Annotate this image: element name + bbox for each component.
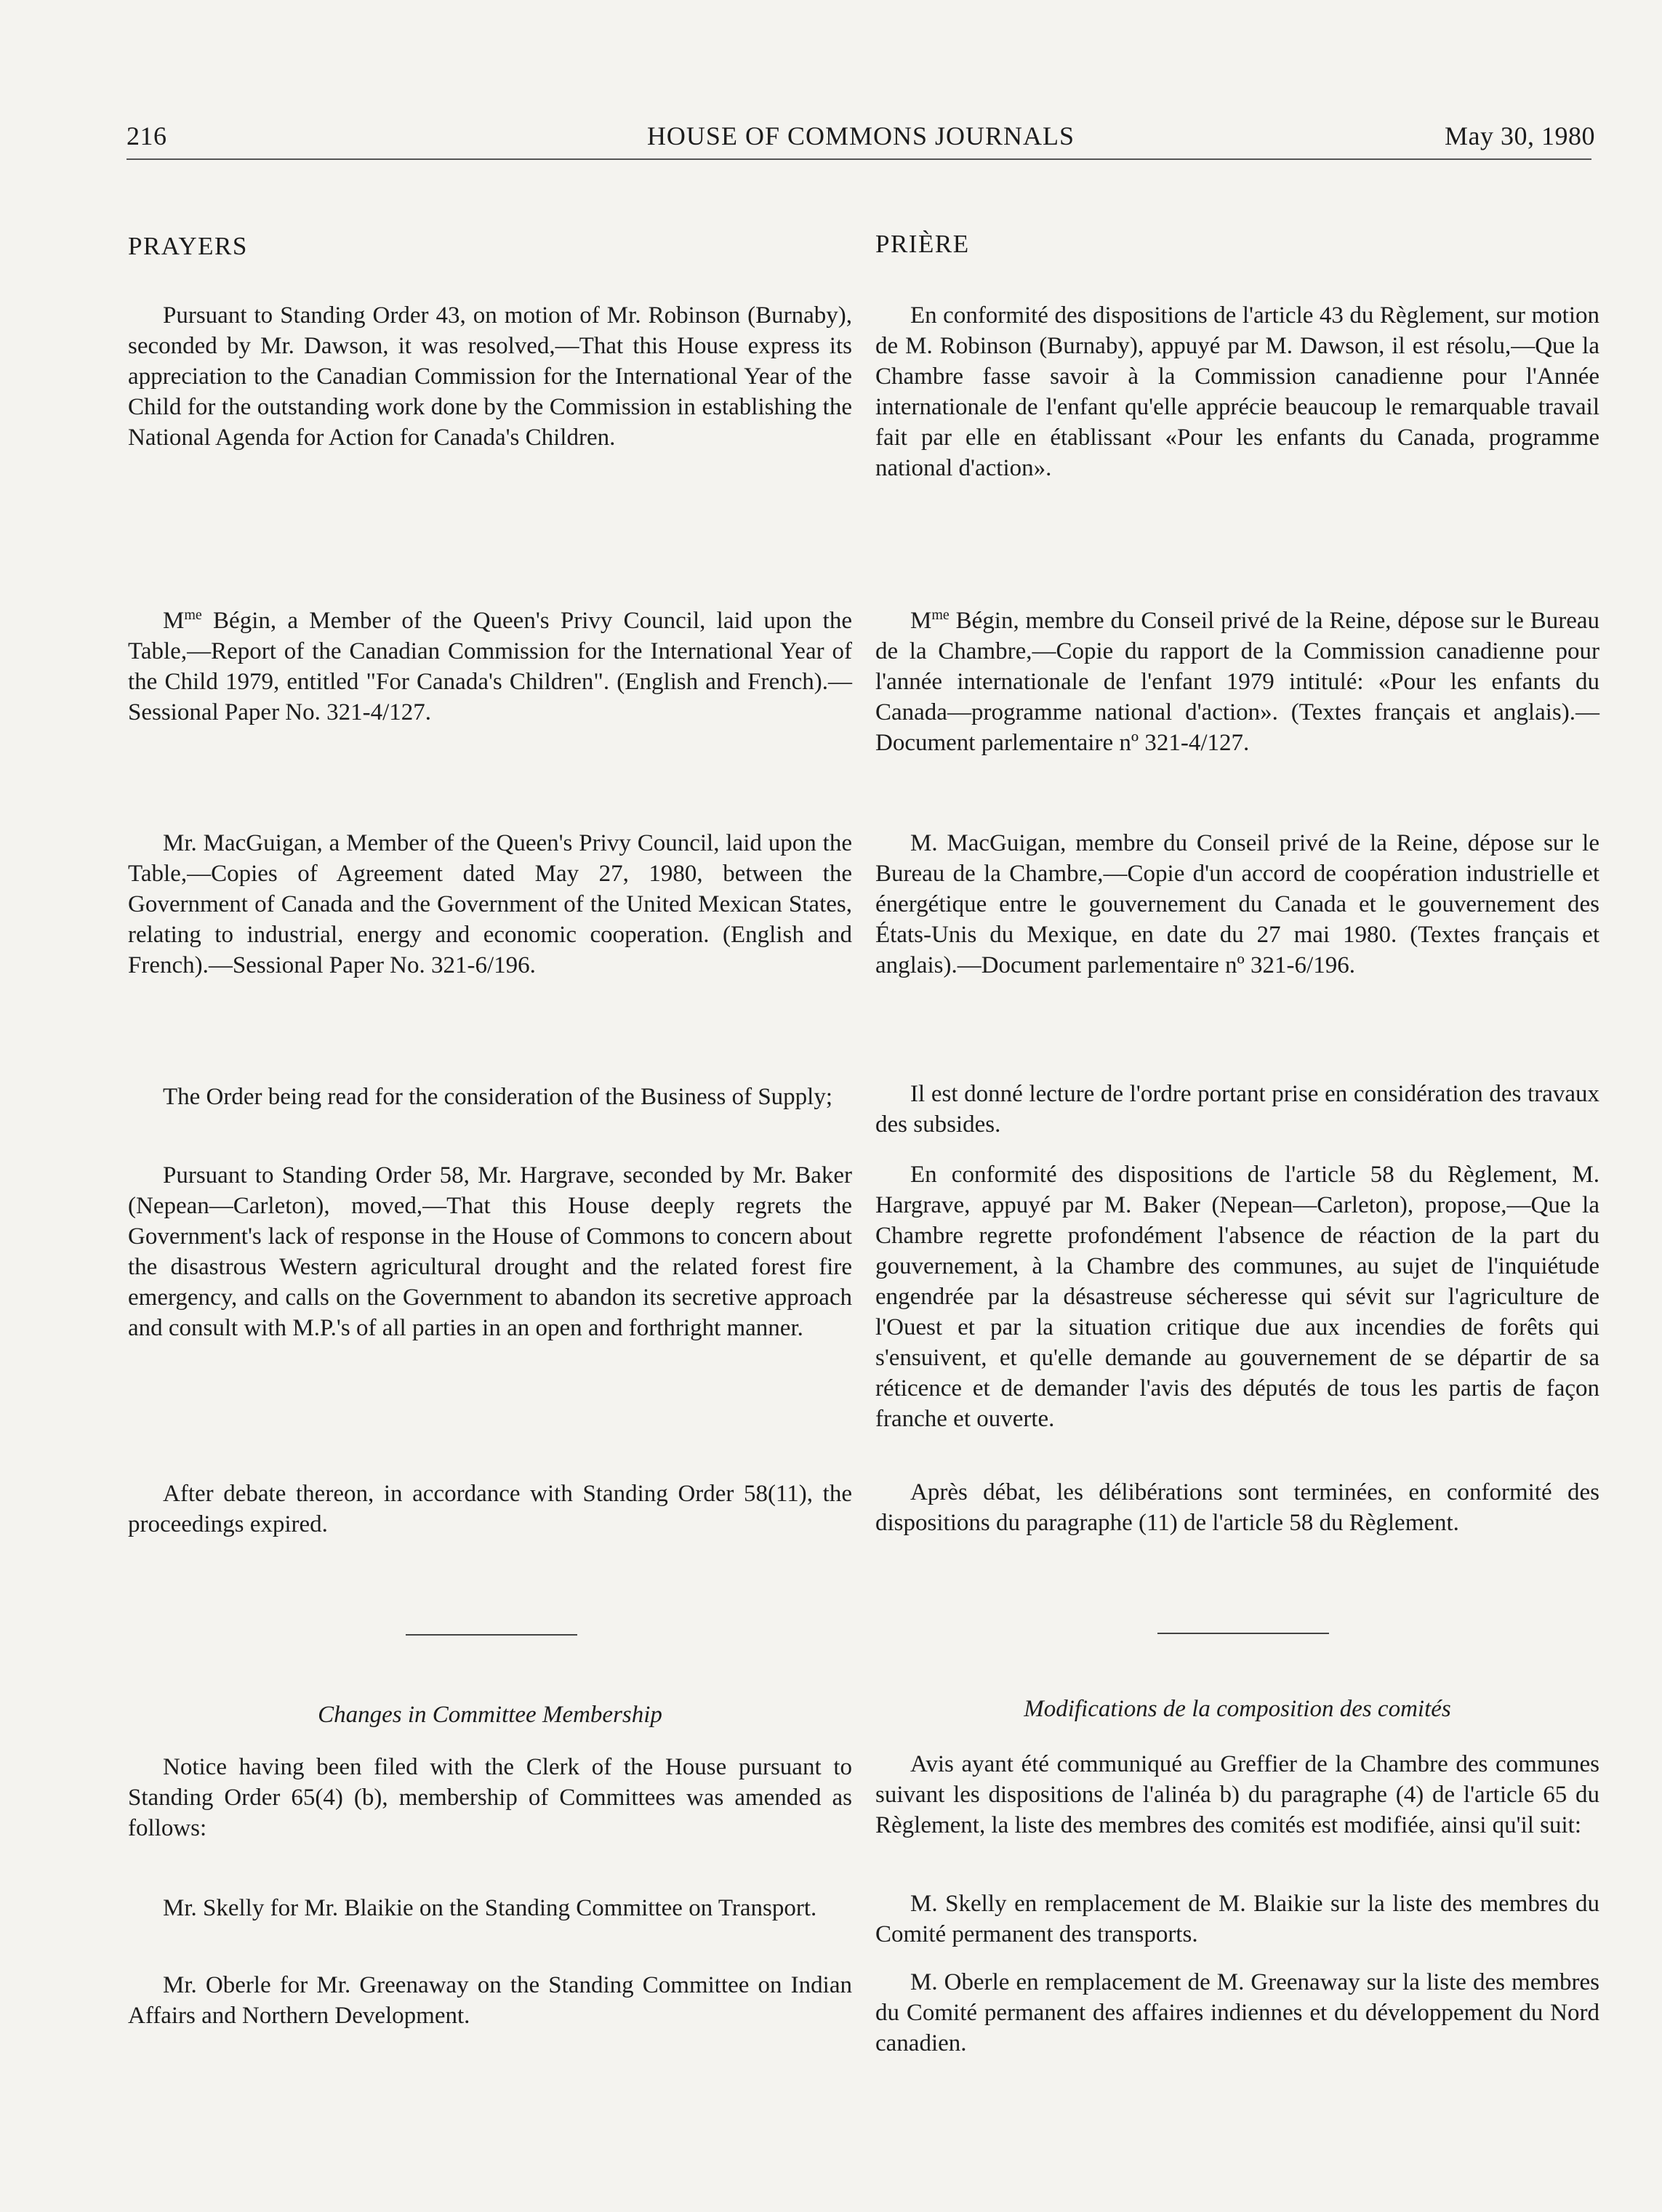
paragraph-text: En conformité des dispositions de l'article 58 du Règlement, M. Hargrave, appuyé par M. Baker (Nepean—Carleton), propose,—Que la Chambre regrette profondément l'absence de réaction de la part du gouvernement, à la Chambre des communes, au sujet de l'inquiétude engendrée par la désastreuse sécheresse qui sévit sur l'agriculture de l'Ouest et par la situation critique due aux incendies de forêts qui s'ensuivent, et qu'elle demande au gouvernement de se départir de sa réticence et de demander l'avis des députés de tous les partis de façon franche et ouverte.: [875, 1162, 1599, 1432]
page-date: May 30, 1980: [1445, 121, 1595, 150]
paragraph-text: Mr. Skelly for Mr. Blaikie on the Standing Committee on Transport.: [163, 1895, 817, 1921]
priere-heading: PRIÈRE: [875, 230, 970, 258]
header-rule: [127, 158, 1591, 160]
debat-paragraph: [875, 1477, 1599, 1538]
committee-heading: Changes in Committee Membership: [318, 1702, 662, 1728]
paragraph-text: Pursuant to Standing Order 58, Mr. Hargrave, seconded by Mr. Baker (Nepean—Carleton), moved,—That this House deeply regrets the Government's lack of response in the House of Commons to concern about the disastrous Western agricultural drought and the related forest fire emergency, and calls on the Government to abandon its secretive approach and consult with M.P.'s of all parties in an open and forthright manner.: [128, 1162, 852, 1341]
paragraph-text: Mr. MacGuigan, a Member of the Queen's Privy Council, laid upon the Table,—Copies of Agreement dated May 27, 1980, between the Government of Canada and the Government of the United Mexican States, relating to industrial, energy and economic cooperation. (English and French).—Sessional Paper No. 321-6/196.: [128, 830, 852, 978]
priere-paragraph: [875, 300, 1599, 483]
section-separator: [1157, 1633, 1329, 1634]
paragraph-text: M. Skelly en remplacement de M. Blaikie sur la liste des membres du Comité permanent des transports.: [875, 1891, 1599, 1947]
paragraph-text: Pursuant to Standing Order 43, on motion of Mr. Robinson (Burnaby), seconded by Mr. Dawson, it was resolved,—That this House express its appreciation to the Canadian Commission for the International Year of the Child for the outstanding work done by the Commission in establishing the National Agenda for Action for Canada's Children.: [128, 302, 852, 451]
paragraph-text: M. Oberle en remplacement de M. Greenaway sur la liste des membres du Comité permanent des affaires indiennes et du développement du Nord canadien.: [875, 1969, 1599, 2056]
paragraph-text: En conformité des dispositions de l'article 43 du Règlement, sur motion de M. Robinson (Burnaby), appuyé par M. Dawson, il est résolu,—Que la Chambre fasse savoir à la Commission canadienne pour l'Année internationale de l'enfant qu'elle apprécie beaucoup le remarquable travail fait par elle en établissant «Pour les enfants du Canada, programme national d'action».: [875, 302, 1599, 481]
section-separator: [406, 1634, 577, 1636]
begin-tabling-paragraph: [128, 600, 852, 728]
prayers-paragraph: [128, 300, 852, 453]
oberle-fr-paragraph: [875, 1967, 1599, 2059]
macguigan-depot-paragraph: [875, 828, 1599, 981]
honorific: $M^{me}$: [910, 607, 950, 634]
skelly-fr-paragraph: [875, 1889, 1599, 1950]
paragraph-text: Avis ayant été communiqué au Greffier de la Chambre des communes suivant les dispositions de l'alinéa b) du paragraphe (4) de l'article 65 du Règlement, la liste des membres des comités est modifiée, ainsi qu'il suit:: [875, 1751, 1599, 1838]
paragraph-body: Bégin, a Member of the Queen's Privy Council, laid upon the Table,—Report of the Canadian Commission for the International Year of the Child 1979, entitled "For Canada's Children". (English and French).—Sessional Paper No. 321-4/127.: [128, 608, 852, 725]
paragraph-text: Après débat, les délibérations sont terminées, en conformité des dispositions du paragraphe (11) de l'article 58 du Règlement.: [875, 1479, 1599, 1536]
page-header: [127, 121, 1595, 164]
oberle-paragraph: [128, 1970, 852, 2031]
paragraph-body: Bégin, membre du Conseil privé de la Reine, dépose sur le Bureau de la Chambre,—Copie du rapport de la Commission canadienne pour l'année internationale de l'enfant 1979 intitulé: «Pour les enfants du Canada—programme national d'action». (Textes français et anglais).—Document parlementaire nº 321-4/127.: [875, 608, 1599, 756]
paragraph-text: Notice having been filed with the Clerk of the House pursuant to Standing Order 65(4) (b), membership of Committees was amended as follows:: [128, 1754, 852, 1841]
paragraph-text: M. MacGuigan, membre du Conseil privé de la Reine, dépose sur le Bureau de la Chambre,—Copie d'un accord de coopération industrielle et énergétique entre le gouvernement du Canada et le gouvernement des États-Unis du Mexique, en date du 27 mai 1980. (Textes français et anglais).—Document parlementaire nº 321-6/196.: [875, 830, 1599, 978]
hargrave-motion-paragraph: [128, 1160, 852, 1343]
skelly-paragraph: [128, 1893, 852, 1923]
paragraph-text: After debate thereon, in accordance with Standing Order 58(11), the proceedings expired.: [128, 1481, 852, 1537]
hargrave-motion-fr-paragraph: [875, 1159, 1599, 1434]
honorific: $M^{me}$: [163, 607, 202, 634]
begin-depot-paragraph: [875, 600, 1599, 758]
lecture-ordre-paragraph: [875, 1079, 1599, 1140]
macguigan-tabling-paragraph: [128, 828, 852, 981]
avis-paragraph: [875, 1749, 1599, 1841]
paragraph-text: Mr. Oberle for Mr. Greenaway on the Standing Committee on Indian Affairs and Northern Development.: [128, 1972, 852, 2029]
comites-heading: Modifications de la composition des comités: [1024, 1696, 1451, 1722]
paragraph-text: [128, 600, 852, 728]
debate-paragraph: [128, 1479, 852, 1540]
journal-title: HOUSE OF COMMONS JOURNALS: [646, 121, 1075, 150]
page-number: 216: [127, 121, 167, 150]
paragraph-text: [875, 600, 1599, 758]
paragraph-text: Il est donné lecture de l'ordre portant prise en considération des travaux des subsides.: [875, 1081, 1599, 1138]
paragraph-text: The Order being read for the consideration of the Business of Supply;: [163, 1084, 833, 1110]
prayers-heading: PRAYERS: [128, 232, 248, 260]
order-read-paragraph: [128, 1082, 852, 1112]
committee-notice-paragraph: [128, 1752, 852, 1843]
